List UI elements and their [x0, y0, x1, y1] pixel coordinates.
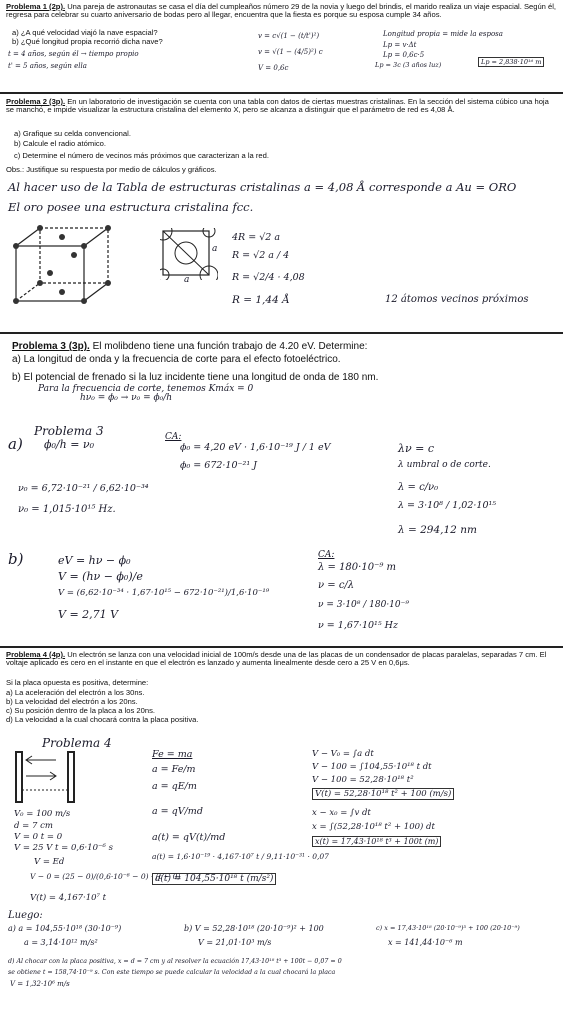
p4-hw-v-ed: V = Ed [34, 857, 65, 867]
p3-hw-heading: Problema 3 [34, 424, 104, 438]
problem-2-title: Problema 2 (3p). [6, 97, 66, 106]
capacitor-plates-diagram [12, 746, 82, 806]
problem-4-question-b: b) La velocidad del electrón a los 20ns. [6, 697, 138, 706]
p4-hw-ans-b2: V = 21,01·10³ m/s [198, 938, 272, 947]
p3-hw-nu0-calc: ν₀ = 6,72·10⁻²¹ / 6,62·10⁻³⁴ [18, 483, 149, 494]
p4-hw-vt: V(t) = 4,167·10⁷ t [30, 893, 107, 903]
problem-2-text: En un laboratorio de investigación se cuenta con una tabla con datos de ciertas muestras cristalinas. En la sección del sistema cúbico una hoja se manchó, e impide visualizar la estructura cristalina del elemento X, pero se alcanza a distinguir que el parámetro de red es 4,08 Å. [6, 97, 549, 115]
p4-hw-ans-a1: a) a = 104,55·10¹⁸ (30·10⁻⁹) [8, 924, 122, 933]
p3-hw-phi-result: ϕ₀ = 672·10⁻²¹ J [180, 460, 257, 471]
p1-hw-v-sub: v = √(1 − (4/5)²) c [258, 48, 323, 56]
p4-hw-ans-a2: a = 3,14·10¹² m/s² [24, 938, 98, 947]
p4-hw-a2: a = qE/m [152, 781, 197, 792]
problem-1-question-a: a) ¿A qué velocidad viajó la nave espacial? [12, 28, 158, 37]
problem-3-question-a: a) La longitud de onda y la frecuencia de corte para el efecto fotoeléctrico. [12, 354, 341, 365]
problem-2-section [0, 92, 563, 332]
p3-hw-lambda-sub: λ = 3·10⁸ / 1,02·10¹⁵ [398, 500, 497, 511]
problem-2-question-b: b) Calcule el radio atómico. [14, 139, 107, 148]
p4-hw-d: d = 7 cm [14, 821, 53, 831]
p2-hw-face-a-right: a [212, 244, 218, 254]
p1-hw-lp-sub: Lp = 0,6c·5 [383, 51, 425, 59]
p1-hw-time-him: t = 4 años, según él → tiempo propio [8, 50, 139, 58]
p1-hw-v-result: V = 0,6c [258, 64, 289, 72]
p2-hw-line2: El oro posee una estructura cristalina fcc. [8, 200, 254, 214]
p1-hw-time-her: t' = 5 años, según ella [8, 62, 87, 70]
p4-hw-xint1: x − x₀ = ∫v dt [312, 808, 371, 818]
section-divider [0, 332, 563, 334]
p3-hw-nu-formula: ν = c/λ [318, 580, 355, 591]
p2-hw-face-a-bottom: a [184, 275, 190, 285]
p3-hw-note1: Para la frecuencia de corte, tenemos Kmáx = 0 [38, 384, 254, 394]
problem-2-question-c: c) Determine el número de vecinos más próximos que caracterizan a la red. [14, 151, 269, 160]
problem-1-statement [6, 3, 557, 20]
p1-hw-v-formula: v = c√(1 − (t/t')²) [258, 32, 320, 40]
p3-hw-ca2: CA: [318, 550, 335, 560]
p1-hw-lp-formula: Lp = v·Δt [383, 41, 417, 49]
p4-hw-a1: a = Fe/m [152, 764, 196, 775]
problem-4-question-d: d) La velocidad a la cual chocará contra la placa positiva. [6, 715, 199, 724]
p2-hw-eq2: R = √2 a / 4 [232, 250, 290, 261]
p2-hw-radius: R = 1,44 Å [232, 294, 290, 306]
p1-hw-lp-ly: Lp = 3c (3 años luz) [375, 61, 442, 69]
p3-hw-lambda-umbral: λ umbral o de corte. [398, 460, 491, 470]
p4-hw-vint3: V − 100 = 52,28·10¹⁸ t² [312, 775, 414, 785]
p3-hw-lambda-nu: λν = c [398, 442, 435, 455]
p4-hw-v-t1: V = 25 V t = 0,6·10⁻⁶ s [14, 843, 113, 853]
section-divider [0, 646, 563, 648]
problem-1-question-b: b) ¿Qué longitud propia recorrió dicha nave? [12, 37, 163, 46]
problem-1-title: Problema 1 (2p). [6, 2, 66, 11]
p3-hw-b-label: b) [8, 550, 24, 568]
p3-hw-note2: hν₀ = ϕ₀ → ν₀ = ϕ₀/h [80, 393, 173, 403]
p4-hw-xint2: x = ∫(52,28·10¹⁸ t² + 100) dt [312, 822, 435, 832]
p3-hw-nu0-result: ν₀ = 1,015·10¹⁵ Hz. [18, 504, 116, 515]
p3-hw-lambda-result: λ = 294,12 nm [398, 524, 477, 536]
p2-hw-eq3: R = √2/4 · 4,08 [232, 272, 305, 283]
p4-hw-heading: Problema 4 [42, 736, 112, 750]
p3-hw-lambda-formula: λ = c/ν₀ [398, 482, 439, 493]
problem-3-title: Problema 3 (3p). [12, 341, 90, 352]
p4-hw-ans-d3: V = 1,32·10⁶ m/s [10, 980, 70, 988]
p4-hw-a4: a(t) = qV(t)/md [152, 832, 226, 843]
p4-hw-a-result: a(t) = 104,55·10¹⁸ t (m/s²) [152, 873, 276, 885]
problem-4-section [0, 646, 563, 1018]
problem-4-intro: Si la placa opuesta es positiva, determine: [6, 678, 149, 687]
p1-hw-lp-def: Longitud propia = mide la esposa [383, 30, 503, 38]
problem-4-title: Problema 4 (4p). [6, 650, 66, 659]
p4-hw-ans-d1: d) Al chocar con la placa positiva, x = d = 7 cm y al resolver la ecuación 17,43·10¹⁸ t³ + 100t − 0,07 = 0 [8, 958, 342, 965]
p4-hw-luego: Luego: [8, 910, 43, 921]
p3-hw-b-eq3: V = (6,62·10⁻³⁴ · 1,67·10¹⁵ − 672·10⁻²¹)/1,6·10⁻¹⁹ [58, 588, 270, 598]
p4-hw-v-linear: V − 0 = (25 − 0)/(0,6·10⁻⁶ − 0) · (t − 0) [30, 872, 181, 881]
p3-hw-b-result: V = 2,71 V [58, 608, 119, 621]
problem-4-question-a: a) La aceleración del electrón a los 30ns. [6, 688, 145, 697]
problem-3-text: El molibdeno tiene una función trabajo de 4.20 eV. Determine: [92, 341, 368, 352]
p3-hw-b-eq1: eV = hν − ϕ₀ [58, 554, 131, 567]
fcc-cube-diagram [10, 224, 120, 309]
p4-hw-v-t0: V = 0 t = 0 [14, 832, 63, 842]
fcc-face-diagram [160, 228, 218, 280]
p3-hw-ca1: CA: [165, 432, 182, 442]
p4-hw-ans-d2: se obtiene t = 158,74·10⁻⁹ s. Con este tiempo se puede calcular la velocidad a la cual chocará la placa [8, 969, 336, 976]
problem-2-obs: Obs.: Justifique su respuesta por medio de cálculos y gráficos. [6, 165, 217, 174]
p4-hw-xt-result: x(t) = 17,43·10¹⁸ t³ + 100t (m) [312, 836, 441, 847]
p3-hw-a-label: a) [8, 435, 23, 453]
problem-2-statement [6, 98, 557, 115]
problem-3-section [0, 332, 563, 646]
p2-hw-line1: Al hacer uso de la Tabla de estructuras cristalinas a = 4,08 Å corresponde a Au = ORO [8, 180, 517, 194]
section-divider [0, 92, 563, 94]
p3-hw-nu-result: ν = 1,67·10¹⁵ Hz [318, 620, 398, 631]
problem-3-statement [12, 341, 557, 352]
p4-hw-ans-c1: c) x = 17,43·10¹⁸ (20·10⁻⁹)³ + 100 (20·10⁻⁹) [376, 924, 520, 932]
p4-hw-a3: a = qV/md [152, 806, 203, 817]
p1-hw-lp-result: Lp = 2,838·10¹⁶ m [478, 57, 544, 67]
problem-4-statement [6, 651, 557, 668]
p4-hw-v0: V₀ = 100 m/s [14, 809, 71, 819]
p4-hw-ans-c2: x = 141,44·10⁻⁶ m [388, 938, 463, 947]
p3-hw-b-eq2: V = (hν − ϕ₀)/e [58, 570, 143, 583]
problem-2-question-a: a) Grafique su celda convencional. [14, 129, 131, 138]
p2-hw-neighbors: 12 átomos vecinos próximos [385, 294, 529, 305]
p3-hw-lambda180: λ = 180·10⁻⁹ m [318, 562, 397, 573]
problem-4-question-c: c) Su posición dentro de la placa a los 20ns. [6, 706, 156, 715]
problem-3-question-b: b) El potencial de frenado si la luz incidente tiene una longitud de onda de 180 nm. [12, 372, 379, 383]
p4-hw-vint2: V − 100 = ∫104,55·10¹⁸ t dt [312, 762, 432, 772]
p3-hw-a-eq1: ϕ₀/h = ν₀ [44, 438, 95, 451]
problem-4-text: Un electrón se lanza con una velocidad inicial de 100m/s desde una de las placas de un condensador de placas paralelas, separadas 7 cm. El voltaje aplicado es cero en el instante en que el electrón es lanzado y aumenta linealmente desde cero a 25 V en 0,6μs. [6, 650, 547, 668]
p3-hw-nu-sub: ν = 3·10⁸ / 180·10⁻⁹ [318, 600, 409, 610]
p4-hw-fe: Fe = ma [152, 749, 193, 760]
problem-1-text: Una pareja de astronautas se casa el día del cumpleaños número 29 de la novia y luego del brindis, el marido realiza un viaje espacial. Según él, regresa para celebrar su cuarto aniversario de bodas pero al llegar, encuentra que la fiesta es porque su esposa cumple 34 años. [6, 2, 557, 20]
p4-hw-ans-b1: b) V = 52,28·10¹⁸ (20·10⁻⁹)² + 100 [184, 924, 324, 933]
problem-1-section [0, 0, 563, 92]
p2-hw-eq1: 4R = √2 a [232, 232, 280, 243]
p4-hw-a5: a(t) = 1,6·10⁻¹⁹ · 4,167·10⁷ t / 9,11·10⁻³¹ · 0,07 [152, 852, 329, 861]
p4-hw-vt-result: V(t) = 52,28·10¹⁸ t² + 100 (m/s) [312, 788, 454, 800]
p3-hw-phi-conv: ϕ₀ = 4,20 eV · 1,6·10⁻¹⁹ J / 1 eV [180, 442, 331, 453]
p4-hw-vint1: V − V₀ = ∫a dt [312, 749, 374, 759]
